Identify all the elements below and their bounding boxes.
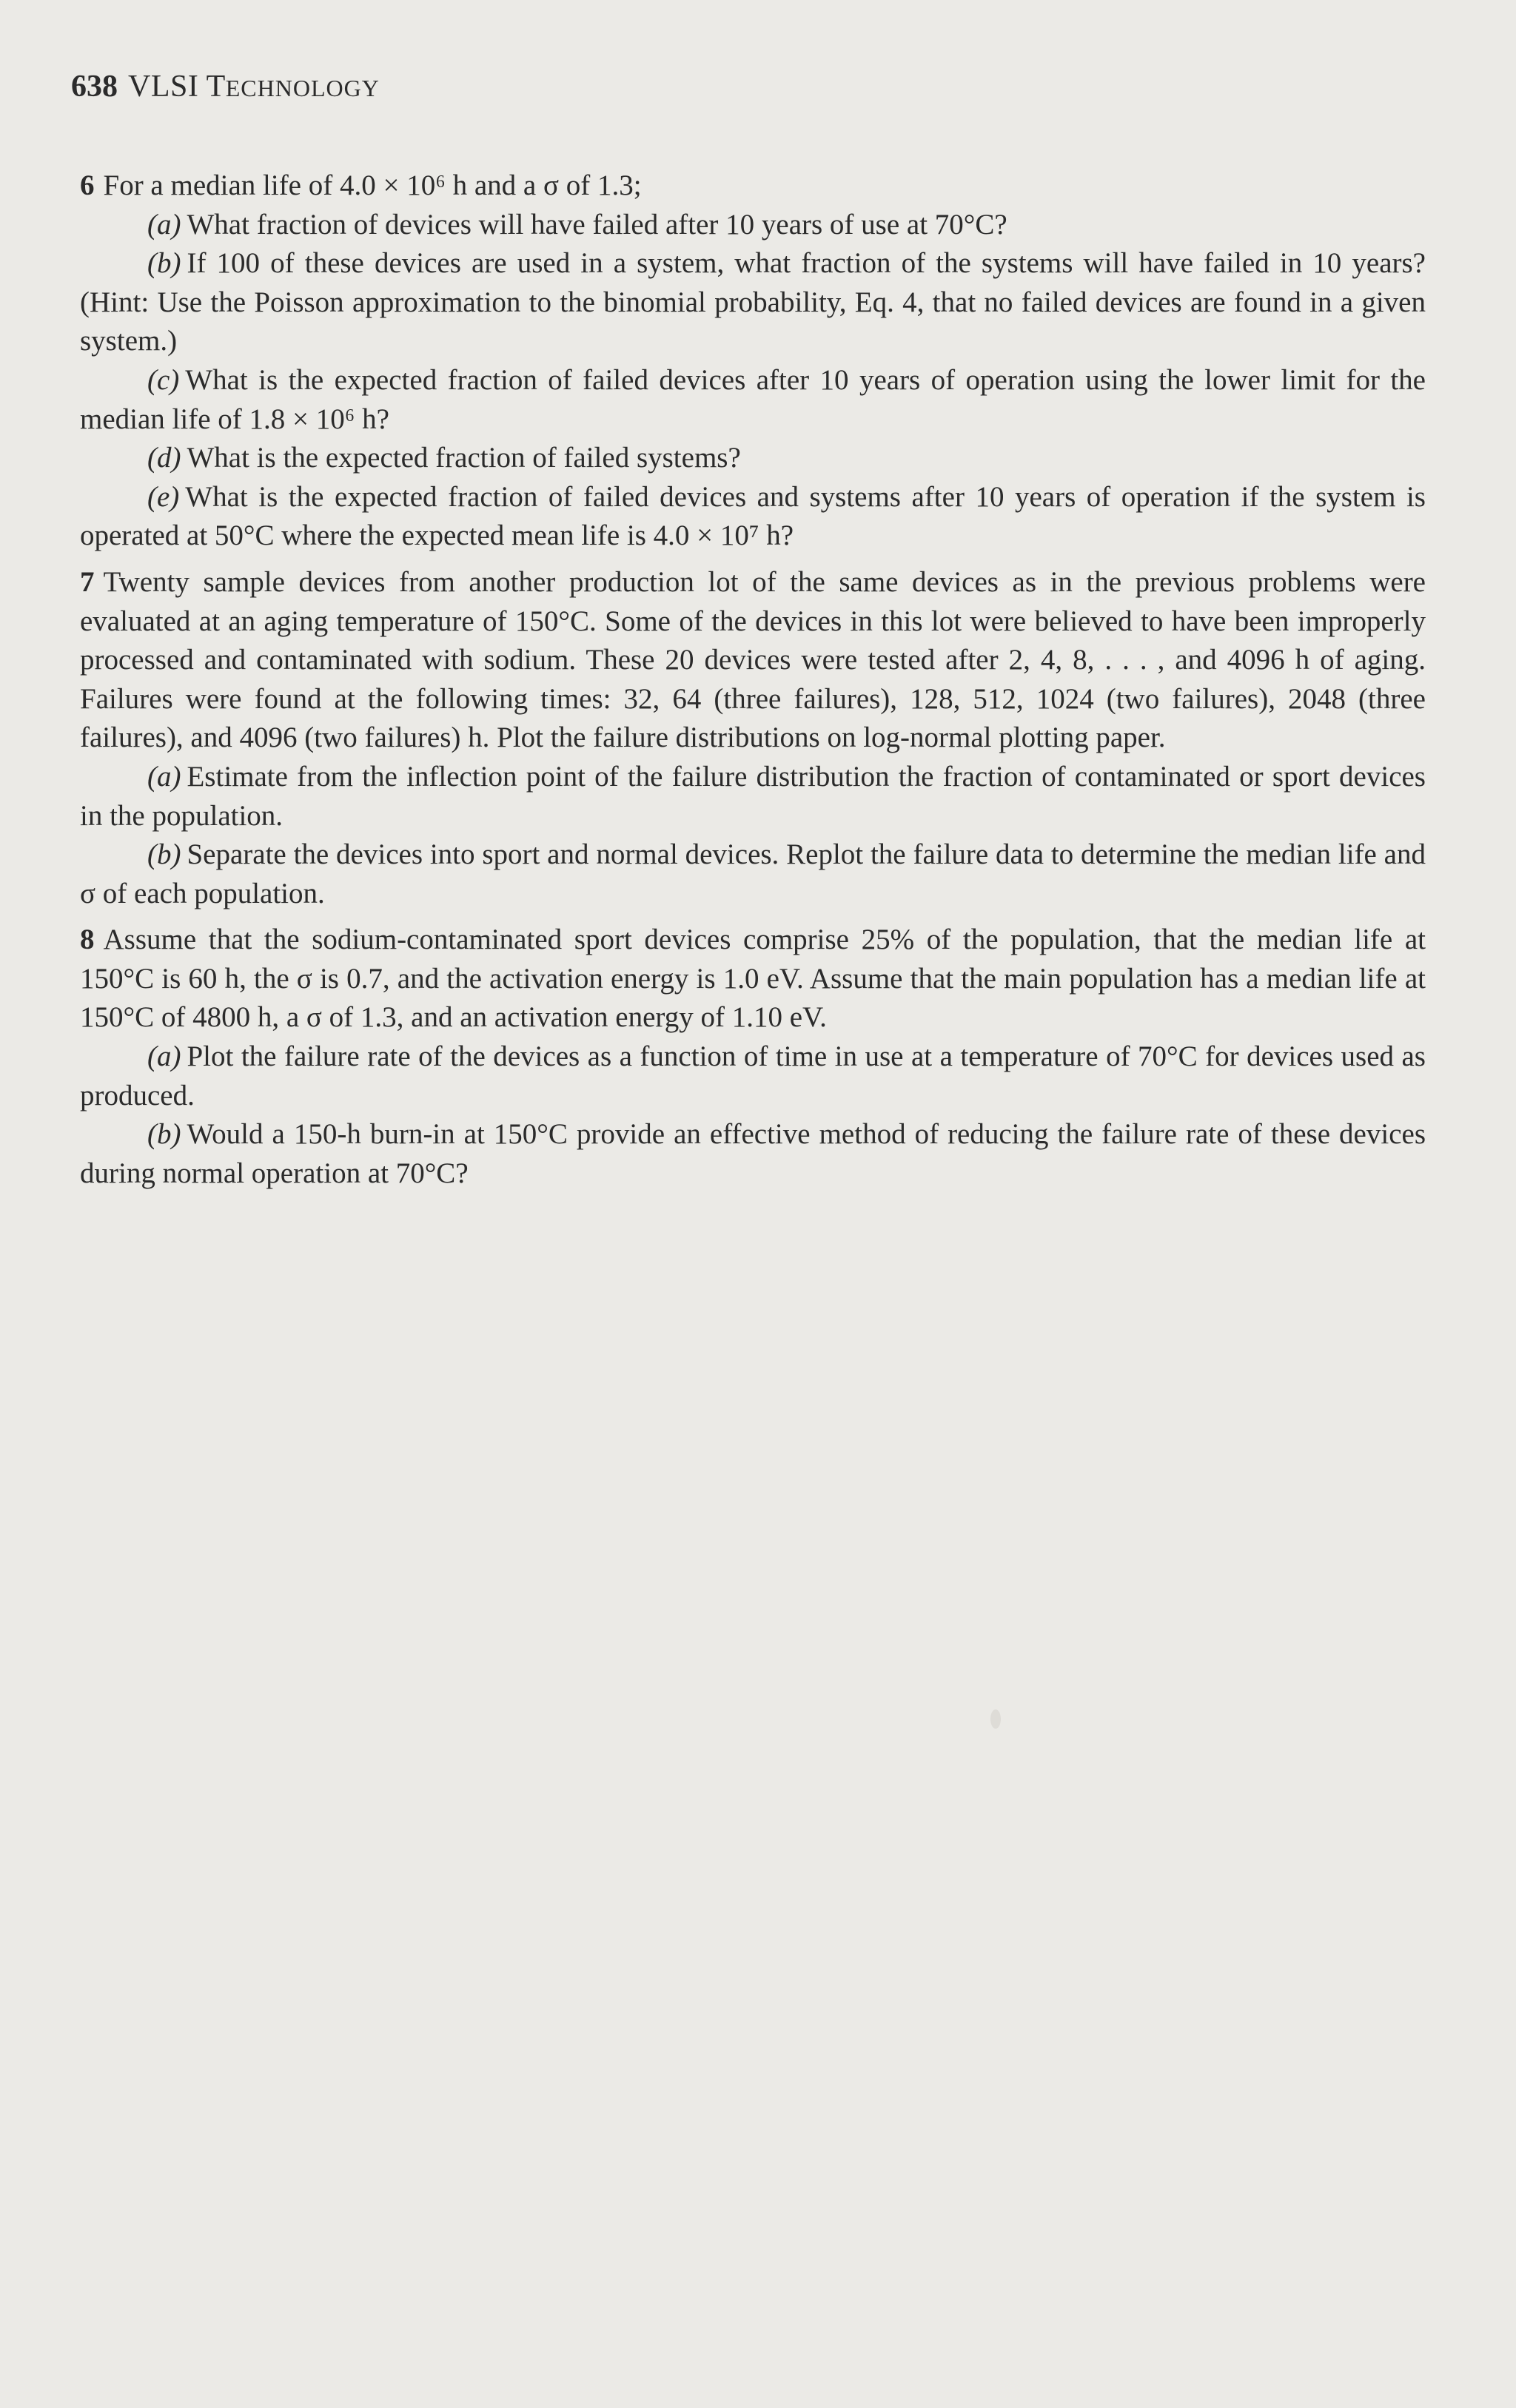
part-text: Separate the devices into sport and normal devices. Replot the failure data to determine the median life and σ of each population. (80, 838, 1426, 909)
page-number: 638 (71, 70, 118, 104)
problem-set (80, 167, 1426, 1193)
problem-6-part-e (80, 478, 1426, 556)
problem-8-part-a (80, 1037, 1426, 1115)
part-text: Would a 150-h burn-in at 150°C provide an effective method of reducing the failure rate of these devices during normal operation at 70°C? (80, 1118, 1426, 1189)
part-label: (c) (147, 363, 180, 396)
part-text: Estimate from the inflection point of the failure distribution the fraction of contaminated or sport devices in the population. (80, 760, 1426, 832)
problem-7-part-b (80, 835, 1426, 913)
problem-6-part-a (80, 206, 1426, 245)
part-label: (d) (147, 442, 181, 474)
part-label: (a) (147, 760, 181, 793)
problem-intro: Assume that the sodium-contaminated sport devices comprise 25% of the population, that the median life at 150°C is 60 h, the σ is 0.7, and the activation energy is 1.0 eV. Assume that the main population has a median life at 150°C of 4800 h, a σ of 1.3, and an activation energy of 1.10 eV. (80, 924, 1426, 1034)
part-label: (b) (147, 1118, 181, 1151)
part-text: Plot the failure rate of the devices as a function of time in use at a temperature of 70°C for devices used as produced. (80, 1040, 1426, 1111)
problem-6 (80, 167, 1426, 206)
problem-number: 7 (80, 565, 95, 598)
problem-8-part-b (80, 1115, 1426, 1193)
problem-number: 8 (80, 924, 95, 956)
problem-7 (80, 563, 1426, 758)
problem-8 (80, 921, 1426, 1037)
part-text: What is the expected fraction of failed devices after 10 years of operation using the lower limit for the median life of 1.8 × 10⁶ h? (80, 363, 1426, 435)
problem-intro: Twenty sample devices from another production lot of the same devices as in the previous problems were evaluated at an aging temperature of 150°C. Some of the devices in this lot were believed to have been improperly processed and contaminated with sodium. These 20 devices were tested after 2, 4, 8, . . . , and 4096 h of aging. Failures were found at the following times: 32, 64 (three failures), 128, 512, 1024 (two failures), 2048 (three failures), and 4096 (two failures) h. Plot the failure distributions on log-normal plotting paper. (80, 565, 1426, 754)
part-label: (b) (147, 838, 181, 871)
part-text: What is the expected fraction of failed devices and systems after 10 years of operation if the system is operated at 50°C where the expected mean life is 4.0 × 10⁷ h? (80, 480, 1426, 552)
part-label: (b) (147, 247, 181, 280)
problem-6-part-b (80, 244, 1426, 361)
running-title-smallcaps: ECHNOLOGY (225, 75, 380, 101)
part-label: (a) (147, 208, 181, 241)
problem-intro: For a median life of 4.0 × 10⁶ h and a σ of 1.3; (103, 169, 642, 201)
running-title (128, 70, 380, 104)
problem-7-part-a (80, 758, 1426, 835)
problem-6-part-d (80, 439, 1426, 478)
running-title-prefix: VLSI T (128, 70, 226, 104)
problem-6-part-c (80, 361, 1426, 439)
part-label: (a) (147, 1040, 181, 1073)
part-text: What is the expected fraction of failed systems? (187, 442, 741, 474)
paper-blemish (990, 1709, 1001, 1729)
problem-number: 6 (80, 169, 95, 201)
part-label: (e) (147, 480, 180, 513)
part-text: What fraction of devices will have failed after 10 years of use at 70°C? (187, 208, 1007, 241)
part-text: If 100 of these devices are used in a system, what fraction of the systems will have failed in 10 years? (Hint: Use the Poisson approximation to the binomial probability, Eq. 4, that no failed devices are found in a given system.) (80, 247, 1426, 357)
running-header (71, 68, 380, 107)
